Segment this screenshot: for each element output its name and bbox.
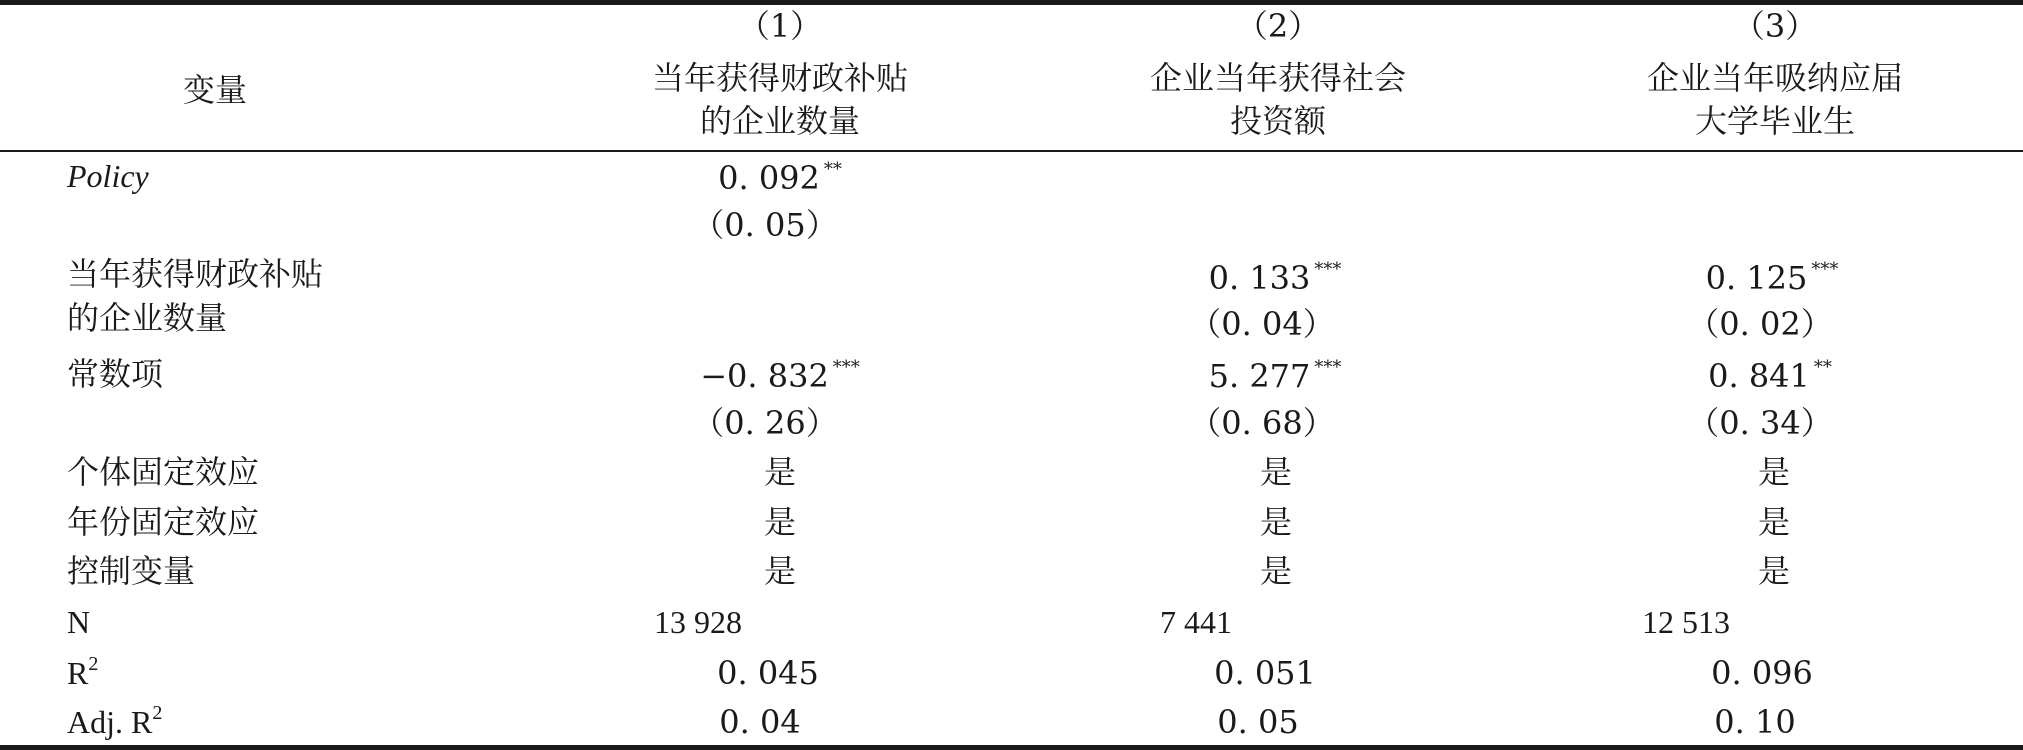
row-label-individual-fe: 个体固定效应 — [67, 453, 260, 491]
table-top-rule — [0, 0, 2023, 5]
controls-2: 是 — [1259, 552, 1293, 590]
policy-se-1: （0. 05） — [692, 206, 838, 244]
constant-coef-2: 5. 277 *** — [1208, 357, 1342, 395]
policy-coef-1: 0. 092 ** — [718, 159, 842, 197]
row-label-policy: Policy — [67, 158, 149, 194]
row-label-year-fe: 年份固定效应 — [67, 503, 260, 541]
row-label-n: N — [67, 604, 91, 640]
significance-stars: *** — [1314, 259, 1342, 280]
column-title-3-line1: 企业当年吸纳应届 — [1646, 59, 1904, 97]
r2-1: 0. 045 — [717, 654, 819, 692]
row-label-r2: $R^2$ — [67, 653, 99, 691]
year-fe-2: 是 — [1259, 503, 1293, 541]
adj-r2-2: 0. 05 — [1217, 703, 1299, 741]
header-variable-label: 变量 — [182, 71, 248, 109]
subsidy-se-3: （0. 02） — [1687, 305, 1833, 343]
constant-se-1: （0. 26） — [692, 404, 838, 442]
table-bottom-rule — [0, 745, 2023, 750]
adj-r2-1: 0. 04 — [719, 703, 801, 741]
column-title-2-line2: 投资额 — [1229, 102, 1327, 140]
row-label-adj-r2: Adj. $R^2$ — [67, 702, 163, 740]
r2-3: 0. 096 — [1711, 654, 1813, 692]
constant-se-2: （0. 68） — [1189, 404, 1335, 442]
significance-stars: *** — [832, 357, 860, 378]
constant-coef-3: 0. 841 ** — [1708, 357, 1832, 395]
row-label-subsidy-line1: 当年获得财政补贴 — [67, 255, 324, 293]
constant-coef-1: −0. 832 *** — [700, 357, 860, 395]
controls-1: 是 — [763, 552, 797, 590]
column-title-2-line1: 企业当年获得社会 — [1149, 59, 1407, 97]
n-3: 12 513 — [1642, 604, 1730, 640]
year-fe-3: 是 — [1757, 503, 1791, 541]
column-title-3-line2: 大学毕业生 — [1694, 102, 1856, 140]
column-title-1-line2: 的企业数量 — [699, 102, 861, 140]
subsidy-coef-2: 0. 133 *** — [1208, 259, 1342, 297]
row-label-constant: 常数项 — [67, 355, 164, 393]
subsidy-se-2: （0. 04） — [1189, 305, 1335, 343]
column-number-1: （1） — [737, 7, 823, 45]
significance-stars: ** — [823, 159, 842, 180]
individual-fe-3: 是 — [1757, 453, 1791, 491]
year-fe-1: 是 — [763, 503, 797, 541]
table-header-rule — [0, 150, 2023, 152]
adj-r2-3: 0. 10 — [1714, 703, 1796, 741]
individual-fe-1: 是 — [763, 453, 797, 491]
row-label-controls: 控制变量 — [67, 552, 196, 590]
significance-stars: *** — [1314, 357, 1342, 378]
significance-stars: *** — [1811, 259, 1839, 280]
n-2: 7 441 — [1160, 604, 1232, 640]
column-number-2: （2） — [1235, 7, 1321, 45]
row-label-subsidy-line2: 的企业数量 — [67, 299, 228, 337]
r2-2: 0. 051 — [1214, 654, 1316, 692]
subsidy-coef-3: 0. 125 *** — [1705, 259, 1839, 297]
column-title-1-line1: 当年获得财政补贴 — [651, 59, 909, 97]
individual-fe-2: 是 — [1259, 453, 1293, 491]
controls-3: 是 — [1757, 552, 1791, 590]
constant-se-3: （0. 34） — [1687, 404, 1833, 442]
column-number-3: （3） — [1732, 7, 1818, 45]
n-1: 13 928 — [654, 604, 742, 640]
significance-stars: ** — [1813, 357, 1832, 378]
